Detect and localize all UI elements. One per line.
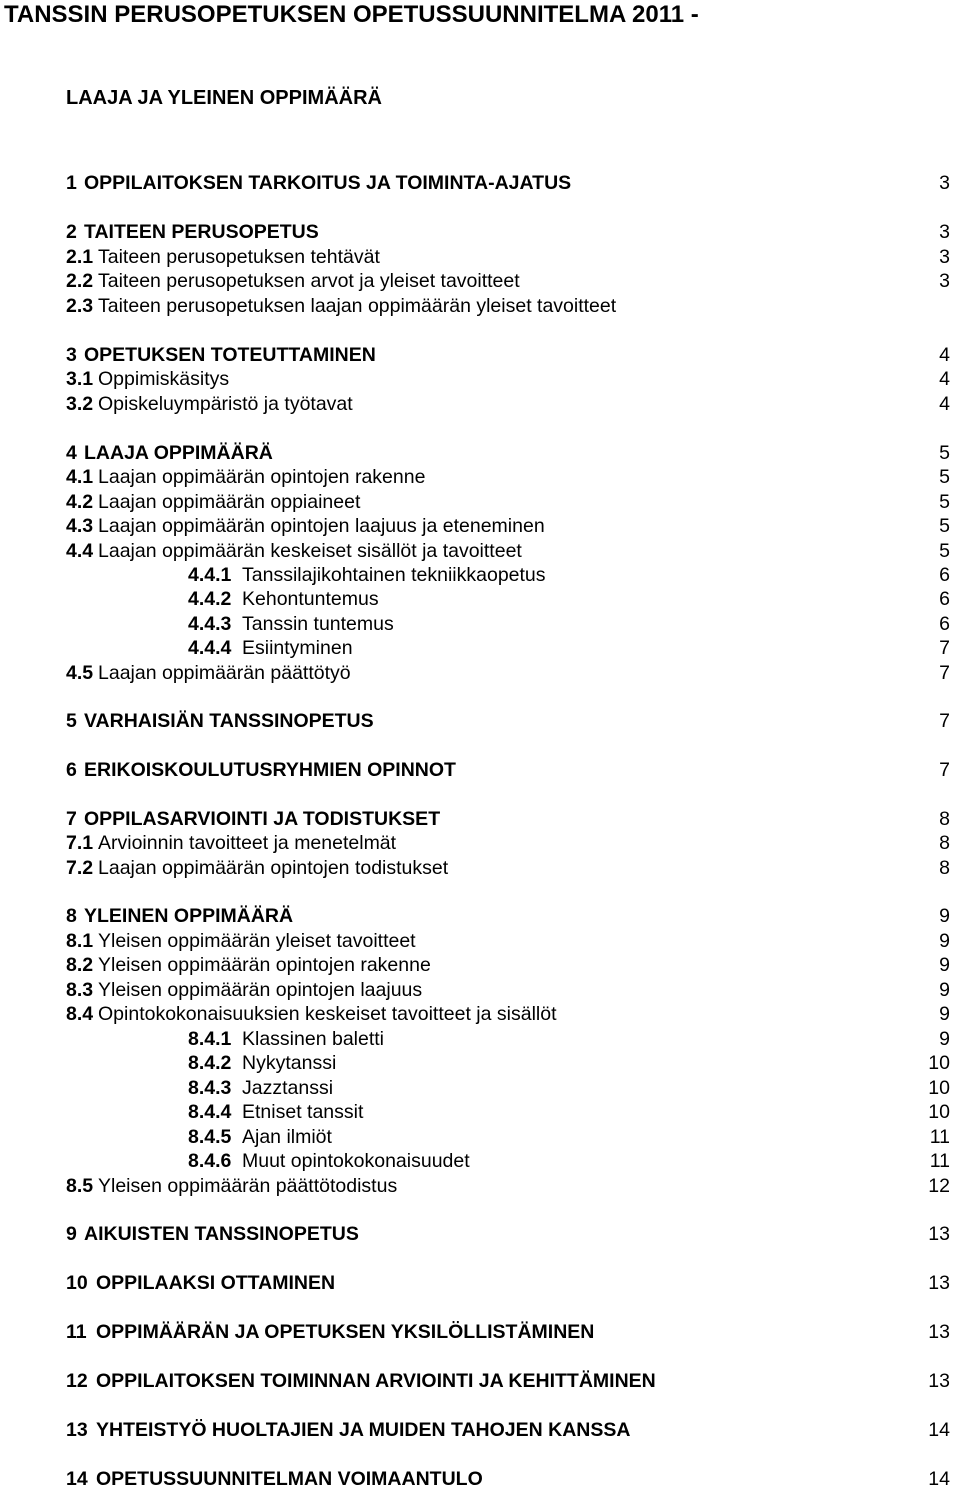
toc-entry-number: 12: [66, 1370, 88, 1392]
toc-entry-title: VARHAISIÄN TANSSINOPETUS: [84, 710, 374, 732]
toc-entry: [0, 1076, 960, 1100]
toc-entry: [0, 441, 960, 465]
toc-entry: [0, 978, 960, 1002]
toc-entry: [0, 343, 960, 367]
toc-entry-number: 4.5: [66, 662, 94, 684]
toc-entry-title: Tanssilajikohtainen tekniikkaopetus: [242, 564, 546, 586]
toc-entry-number: 14: [66, 1468, 88, 1490]
toc-entry-page: 5: [939, 515, 950, 537]
toc-entry: [0, 1149, 960, 1173]
toc-entry-page: 13: [928, 1272, 950, 1294]
toc-entry-title: Nykytanssi: [242, 1052, 337, 1074]
toc-entry-number: 3.1: [66, 368, 94, 390]
toc-entry-number: 8.4: [66, 1003, 94, 1025]
toc-entry-page: 5: [939, 442, 950, 464]
toc-entry: [0, 465, 960, 489]
toc-entry-title: Laajan oppimäärän päättötyö: [98, 662, 351, 684]
toc-entry-number: 8: [66, 905, 77, 927]
toc-entry-title: OPPIMÄÄRÄN JA OPETUKSEN YKSILÖLLISTÄMINEN: [96, 1321, 595, 1343]
toc-entry: [0, 220, 960, 244]
toc-entry-title: Klassinen baletti: [242, 1028, 385, 1050]
toc-entry: [0, 953, 960, 977]
toc-entry-title: Yleisen oppimäärän päättötodistus: [98, 1175, 398, 1197]
toc-entry: [0, 612, 960, 636]
toc-entry-number: 8.4.2: [188, 1052, 232, 1074]
toc-entry: [0, 1100, 960, 1124]
toc-entry-title: OPETUSSUUNNITELMAN VOIMAANTULO: [96, 1468, 483, 1490]
toc-entry-number: 8.3: [66, 979, 94, 1001]
toc-entry-page: 7: [939, 662, 950, 684]
toc-entry-number: 5: [66, 710, 77, 732]
toc-entry: [0, 1222, 960, 1246]
toc-entry-page: 8: [939, 808, 950, 830]
toc-entry-page: 11: [929, 1126, 950, 1148]
toc-entry-number: 8.5: [66, 1175, 94, 1197]
toc-entry-title: OPPILAITOKSEN TARKOITUS JA TOIMINTA-AJATUS: [84, 172, 572, 194]
toc-entry: [0, 1418, 960, 1442]
toc-entry-title: YLEINEN OPPIMÄÄRÄ: [84, 905, 294, 927]
toc-entry-page: 14: [928, 1419, 950, 1441]
toc-entry-number: 4.4.1: [188, 564, 232, 586]
toc-entry-title: Ajan ilmiöt: [242, 1126, 332, 1148]
toc-entry-number: 3.2: [66, 393, 94, 415]
toc-entry: [0, 245, 960, 269]
toc-entry-title: Laajan oppimäärän oppiaineet: [98, 491, 361, 513]
toc-entry-number: 4.3: [66, 515, 94, 537]
toc-entry-page: 10: [928, 1052, 950, 1074]
toc-entry-number: 6: [66, 759, 77, 781]
toc-entry-title: Taiteen perusopetuksen tehtävät: [98, 246, 380, 268]
toc-entry-number: 7: [66, 808, 77, 830]
toc-entry-number: 2.3: [66, 295, 94, 317]
toc-entry-number: 2.1: [66, 246, 94, 268]
toc-entry-page: 4: [939, 393, 950, 415]
toc-entry-title: Oppimiskäsitys: [98, 368, 230, 390]
toc-entry-number: 8.4.3: [188, 1077, 232, 1099]
toc-entry-page: 6: [939, 588, 950, 610]
toc-entry: [0, 367, 960, 391]
toc-entry-page: 4: [939, 344, 950, 366]
toc-entry-page: 11: [929, 1150, 950, 1172]
toc-entry-number: 4.4.4: [188, 637, 232, 659]
toc-entry: [0, 1002, 960, 1026]
toc-entry-number: 8.4.6: [188, 1150, 232, 1172]
toc-entry-title: Laajan oppimäärän opintojen todistukset: [98, 857, 449, 879]
toc-entry: [0, 1174, 960, 1198]
toc-entry-title: Yleisen oppimäärän opintojen laajuus: [98, 979, 423, 1001]
toc-entry: [0, 1125, 960, 1149]
toc-entry-number: 2: [66, 221, 77, 243]
toc-entry: [0, 514, 960, 538]
toc-entry-page: 6: [939, 564, 950, 586]
toc-entry-title: AIKUISTEN TANSSINOPETUS: [84, 1223, 359, 1245]
toc-entry-page: 10: [928, 1101, 950, 1123]
toc-entry-title: Etniset tanssit: [242, 1101, 364, 1123]
toc-entry-number: 1: [66, 172, 77, 194]
toc-entry-number: 8.2: [66, 954, 94, 976]
toc-entry-page: 7: [939, 637, 950, 659]
toc-entry-number: 10: [66, 1272, 88, 1294]
toc-entry: [0, 171, 960, 195]
toc-entry-page: 9: [939, 954, 950, 976]
toc-entry-page: 8: [939, 832, 950, 854]
document-title: TANSSIN PERUSOPETUKSEN OPETUSSUUNNITELMA 2011 -: [4, 1, 699, 28]
toc-entry-page: 13: [928, 1370, 950, 1392]
toc-entry: [0, 1369, 960, 1393]
document-subtitle: LAAJA JA YLEINEN OPPIMÄÄRÄ: [66, 87, 382, 109]
toc-entry-title: LAAJA OPPIMÄÄRÄ: [84, 442, 273, 464]
toc-entry-page: 7: [939, 759, 950, 781]
toc-entry: [0, 1051, 960, 1075]
toc-entry-number: 4.4.2: [188, 588, 232, 610]
toc-entry-title: Taiteen perusopetuksen laajan oppimäärän yleiset tavoitteet: [98, 295, 617, 317]
toc-entry: [0, 1027, 960, 1051]
toc-entry-number: 8.4.4: [188, 1101, 232, 1123]
toc-entry-page: 9: [939, 1028, 950, 1050]
toc-entry-number: 4.4.3: [188, 613, 232, 635]
toc-entry-number: 4.4: [66, 540, 94, 562]
toc-entry: [0, 1271, 960, 1295]
toc-entry-number: 7.2: [66, 857, 94, 879]
toc-entry-title: Tanssin tuntemus: [242, 613, 394, 635]
toc-entry-title: Opiskeluympäristö ja työtavat: [98, 393, 353, 415]
toc-entry: [0, 807, 960, 831]
toc-entry: [0, 636, 960, 660]
toc-entry-page: 13: [928, 1321, 950, 1343]
toc-entry-page: 9: [939, 905, 950, 927]
toc-entry-number: 8.4.1: [188, 1028, 232, 1050]
toc-entry-page: 9: [939, 979, 950, 1001]
toc-entry-page: 6: [939, 613, 950, 635]
toc-entry: [0, 856, 960, 880]
toc-entry: [0, 563, 960, 587]
toc-entry-page: 9: [939, 1003, 950, 1025]
toc-entry-page: 7: [939, 710, 950, 732]
toc-entry-title: TAITEEN PERUSOPETUS: [84, 221, 319, 243]
toc-entry-title: Jazztanssi: [242, 1077, 334, 1099]
toc-entry-number: 4: [66, 442, 77, 464]
toc-entry-title: YHTEISTYÖ HUOLTAJIEN JA MUIDEN TAHOJEN KANSSA: [96, 1419, 631, 1441]
toc-entry: [0, 831, 960, 855]
toc-entry-number: 8.4.5: [188, 1126, 232, 1148]
toc-entry-page: 3: [939, 246, 950, 268]
toc-entry-page: 8: [939, 857, 950, 879]
toc-entry: [0, 904, 960, 928]
toc-entry-page: 14: [928, 1468, 950, 1490]
toc-entry-number: 7.1: [66, 832, 94, 854]
toc-entry-title: Laajan oppimäärän opintojen rakenne: [98, 466, 426, 488]
toc-entry-title: OPPILAAKSI OTTAMINEN: [96, 1272, 336, 1294]
toc-entry-title: Yleisen oppimäärän opintojen rakenne: [98, 954, 431, 976]
toc-entry-title: Kehontuntemus: [242, 588, 379, 610]
toc-entry: [0, 392, 960, 416]
toc-entry: [0, 661, 960, 685]
toc-entry: [0, 269, 960, 293]
toc-entry-title: Laajan oppimäärän opintojen laajuus ja eteneminen: [98, 515, 545, 537]
toc-entry-page: 3: [939, 221, 950, 243]
toc-entry-page: 12: [928, 1175, 950, 1197]
toc-entry: [0, 539, 960, 563]
toc-entry-number: 11: [66, 1321, 87, 1343]
toc-entry-number: 9: [66, 1223, 77, 1245]
toc-entry-page: 5: [939, 540, 950, 562]
toc-entry-page: 4: [939, 368, 950, 390]
toc-entry: [0, 929, 960, 953]
toc-entry-page: 13: [928, 1223, 950, 1245]
toc-entry-number: 2.2: [66, 270, 94, 292]
toc-entry-title: Opintokokonaisuuksien keskeiset tavoitteet ja sisällöt: [98, 1003, 557, 1025]
toc-entry-title: Muut opintokokonaisuudet: [242, 1150, 470, 1172]
toc-entry-title: Arvioinnin tavoitteet ja menetelmät: [98, 832, 397, 854]
toc-entry-title: Laajan oppimäärän keskeiset sisällöt ja tavoitteet: [98, 540, 522, 562]
toc-entry: [0, 709, 960, 733]
toc-entry-title: OPETUKSEN TOTEUTTAMINEN: [84, 344, 376, 366]
toc-entry: [0, 587, 960, 611]
toc-entry: [0, 1320, 960, 1344]
toc-entry-page: 3: [939, 172, 950, 194]
toc-entry: [0, 1467, 960, 1491]
toc-entry-title: OPPILAITOKSEN TOIMINNAN ARVIOINTI JA KEHITTÄMINEN: [96, 1370, 656, 1392]
toc-entry-page: 5: [939, 466, 950, 488]
toc-entry-page: 3: [939, 270, 950, 292]
toc-entry: [0, 294, 960, 318]
toc-entry-number: 4.1: [66, 466, 94, 488]
toc-entry-title: Yleisen oppimäärän yleiset tavoitteet: [98, 930, 416, 952]
toc-entry-page: 5: [939, 491, 950, 513]
toc-entry-number: 4.2: [66, 491, 94, 513]
toc-entry: [0, 490, 960, 514]
toc-entry-number: 3: [66, 344, 77, 366]
toc-entry-page: 10: [928, 1077, 950, 1099]
toc-entry-number: 8.1: [66, 930, 94, 952]
toc-entry-title: Taiteen perusopetuksen arvot ja yleiset tavoitteet: [98, 270, 520, 292]
toc-entry-title: ERIKOISKOULUTUSRYHMIEN OPINNOT: [84, 759, 456, 781]
toc-entry-number: 13: [66, 1419, 88, 1441]
toc-entry-title: OPPILASARVIOINTI JA TODISTUKSET: [84, 808, 441, 830]
toc-entry-title: Esiintyminen: [242, 637, 353, 659]
toc-entry: [0, 758, 960, 782]
toc-entry-page: 9: [939, 930, 950, 952]
